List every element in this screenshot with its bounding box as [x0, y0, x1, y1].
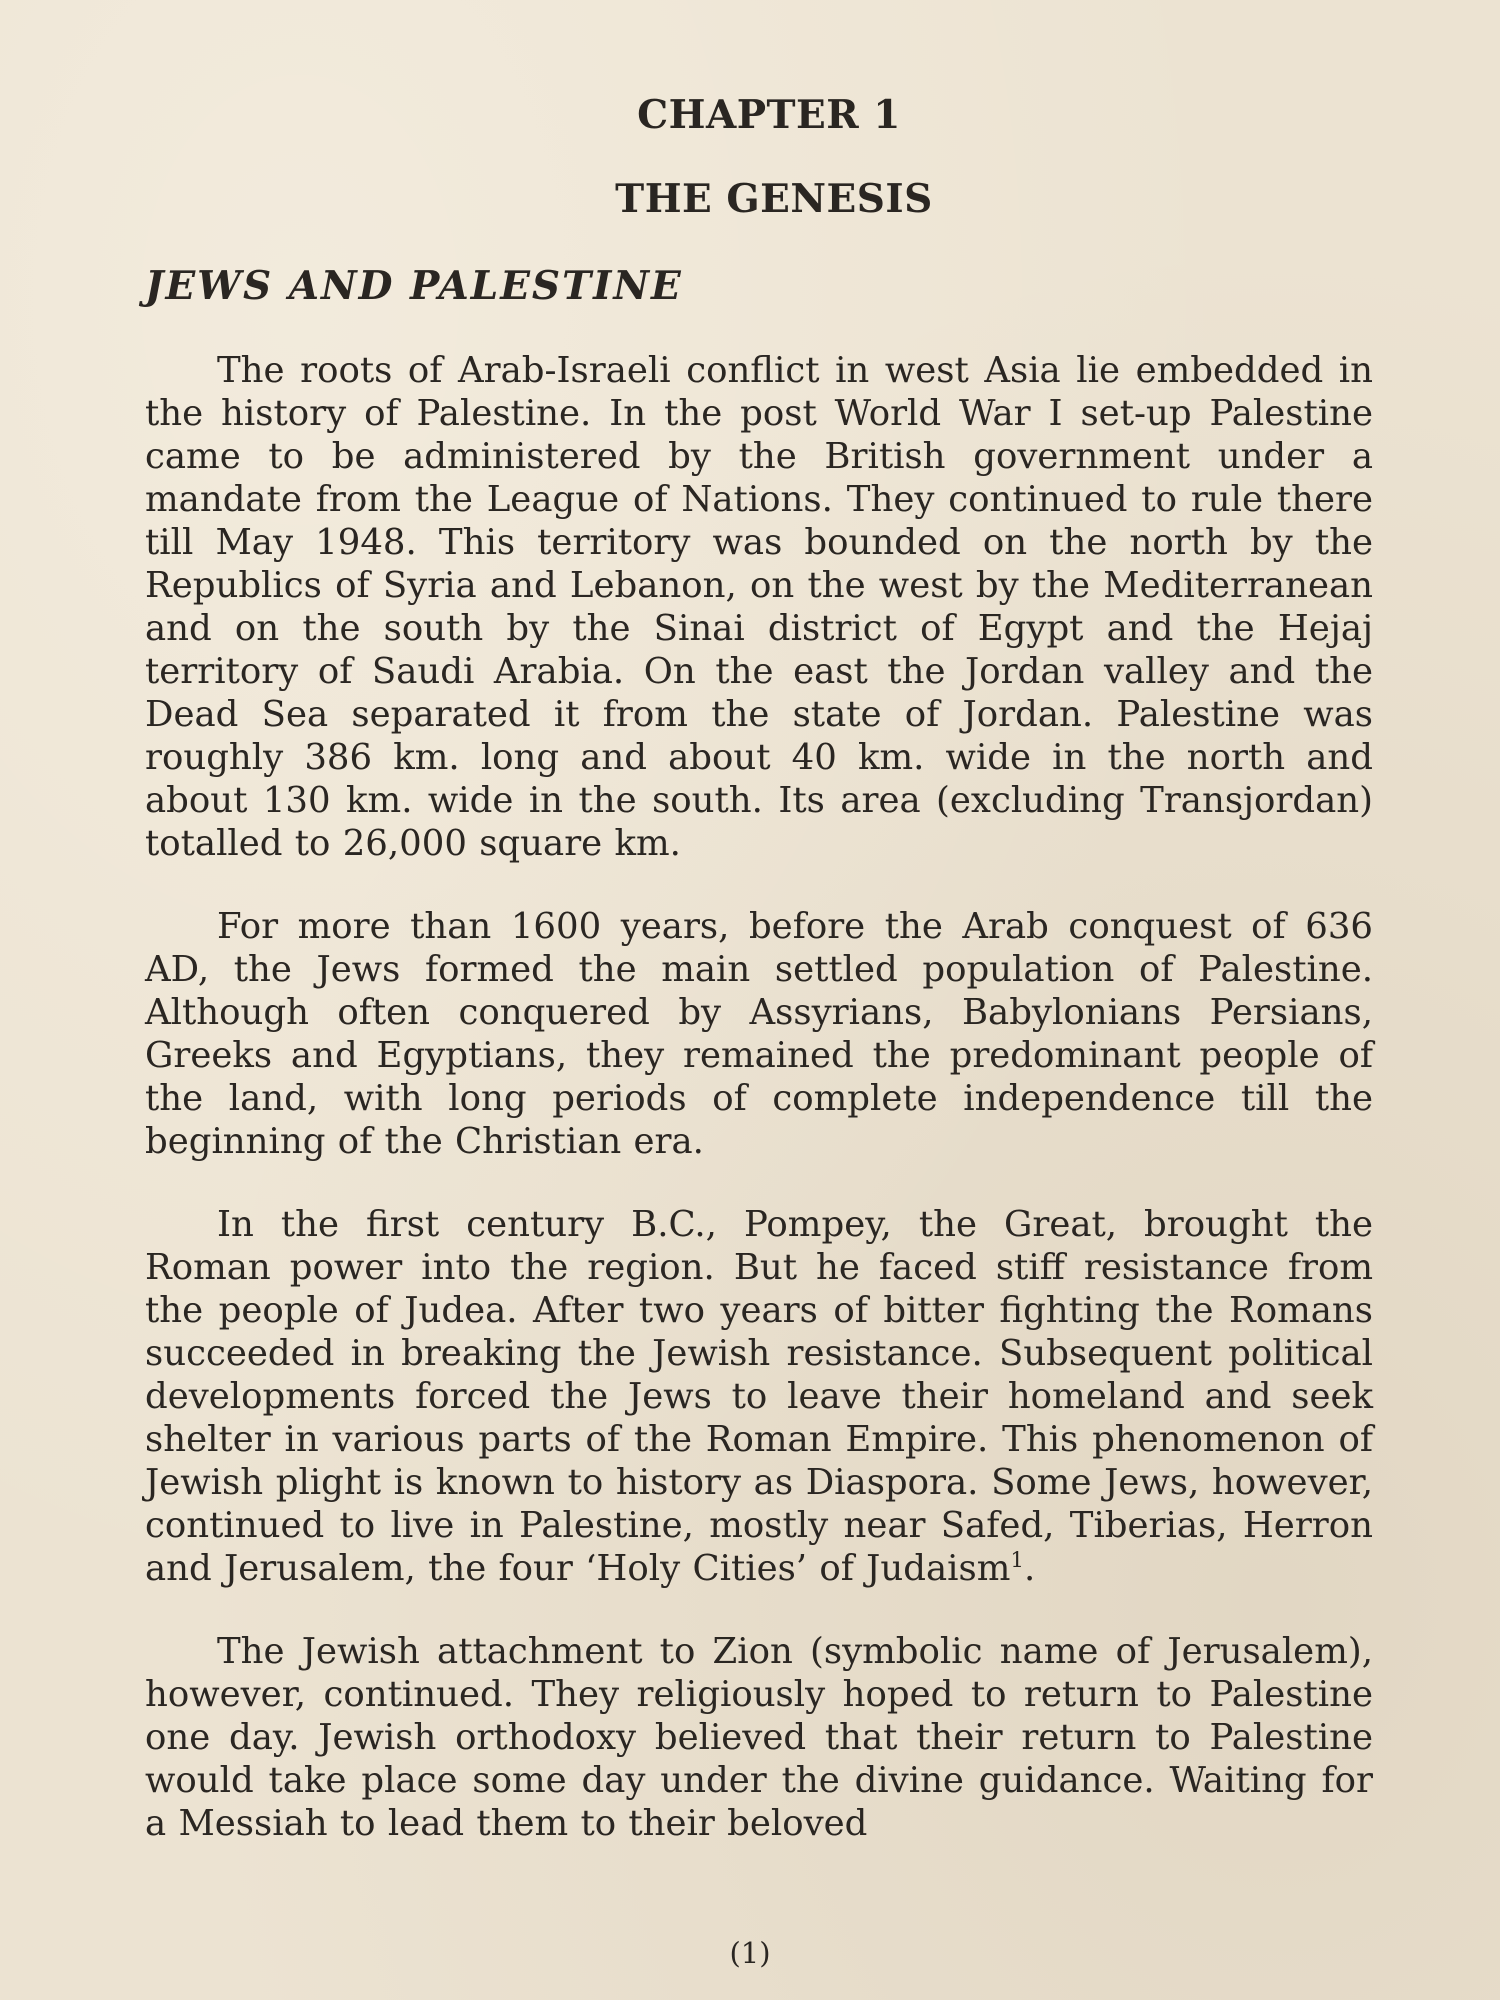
body-text — [145, 349, 1373, 1845]
book-page — [145, 92, 1373, 1972]
paragraph-4 — [145, 1630, 1373, 1845]
paragraph-1 — [145, 349, 1373, 865]
chapter-number: CHAPTER 1 — [637, 92, 901, 138]
section-heading: JEWS AND PALESTINE — [145, 262, 683, 309]
paragraph-3-text: In the first century B.C., Pompey, the Great, brought the Roman power into the region. But he faced stiff resistance from the people of Judea. After two years of bitter fighting the Romans succeeded in breaking the Jewish resistance. Subsequent political developments forced the Jews to leave their homeland and seek shelter in various parts of the Roman Empire. This phenomenon of Jewish plight is known to history as Diaspora. Some Jews, however, continued to live in Palestine, mostly near Safed, Tiberias, Herron and Jerusalem, the four ‘Holy Cities’ of Judaism — [145, 1204, 1373, 1590]
paragraph-1-text: The roots of Arab-Israeli conflict in west Asia lie embedded in the history of Palestine. In the post World War I set-up Palestine came to be administered by the British government under a mandate from the League of Nations. They continued to rule there till May 1948. This territory was bounded on the north by the Republics of Syria and Lebanon, on the west by the Mediterranean and on the south by the Sinai district of Egypt and the Hejaj territory of Saudi Arabia. On the east the Jordan valley and the Dead Sea separated it from the state of Jordan. Palestine was roughly 386 km. long and about 40 km. wide in the north and about 130 km. wide in the south. Its area (excluding Transjordan) totalled to 26,000 square km. — [145, 350, 1373, 865]
footnote-marker: 1 — [1010, 1548, 1024, 1574]
paragraph-2-text: For more than 1600 years, before the Arab conquest of 636 AD, the Jews formed the main settled population of Palestine. Although often conquered by Assyrians, Babylonians Persians, Greeks and Egyptians, they remained the predominant people of the land, with long periods of complete independence till the beginning of the Christian era. — [145, 906, 1373, 1163]
paragraph-4-text: The Jewish attachment to Zion (symbolic name of Jerusalem), however, continued. They religiously hoped to return to Palestine one day. Jewish orthodoxy believed that their return to Palestine would take place some day under the divine guidance. Waiting for a Messiah to lead them to their beloved — [145, 1631, 1373, 1845]
paragraph-2 — [145, 905, 1373, 1163]
paragraph-3 — [145, 1203, 1373, 1590]
paragraph-3-end: . — [1023, 1548, 1036, 1590]
page-number: (1) — [729, 1936, 771, 1970]
chapter-title: THE GENESIS — [615, 175, 933, 222]
